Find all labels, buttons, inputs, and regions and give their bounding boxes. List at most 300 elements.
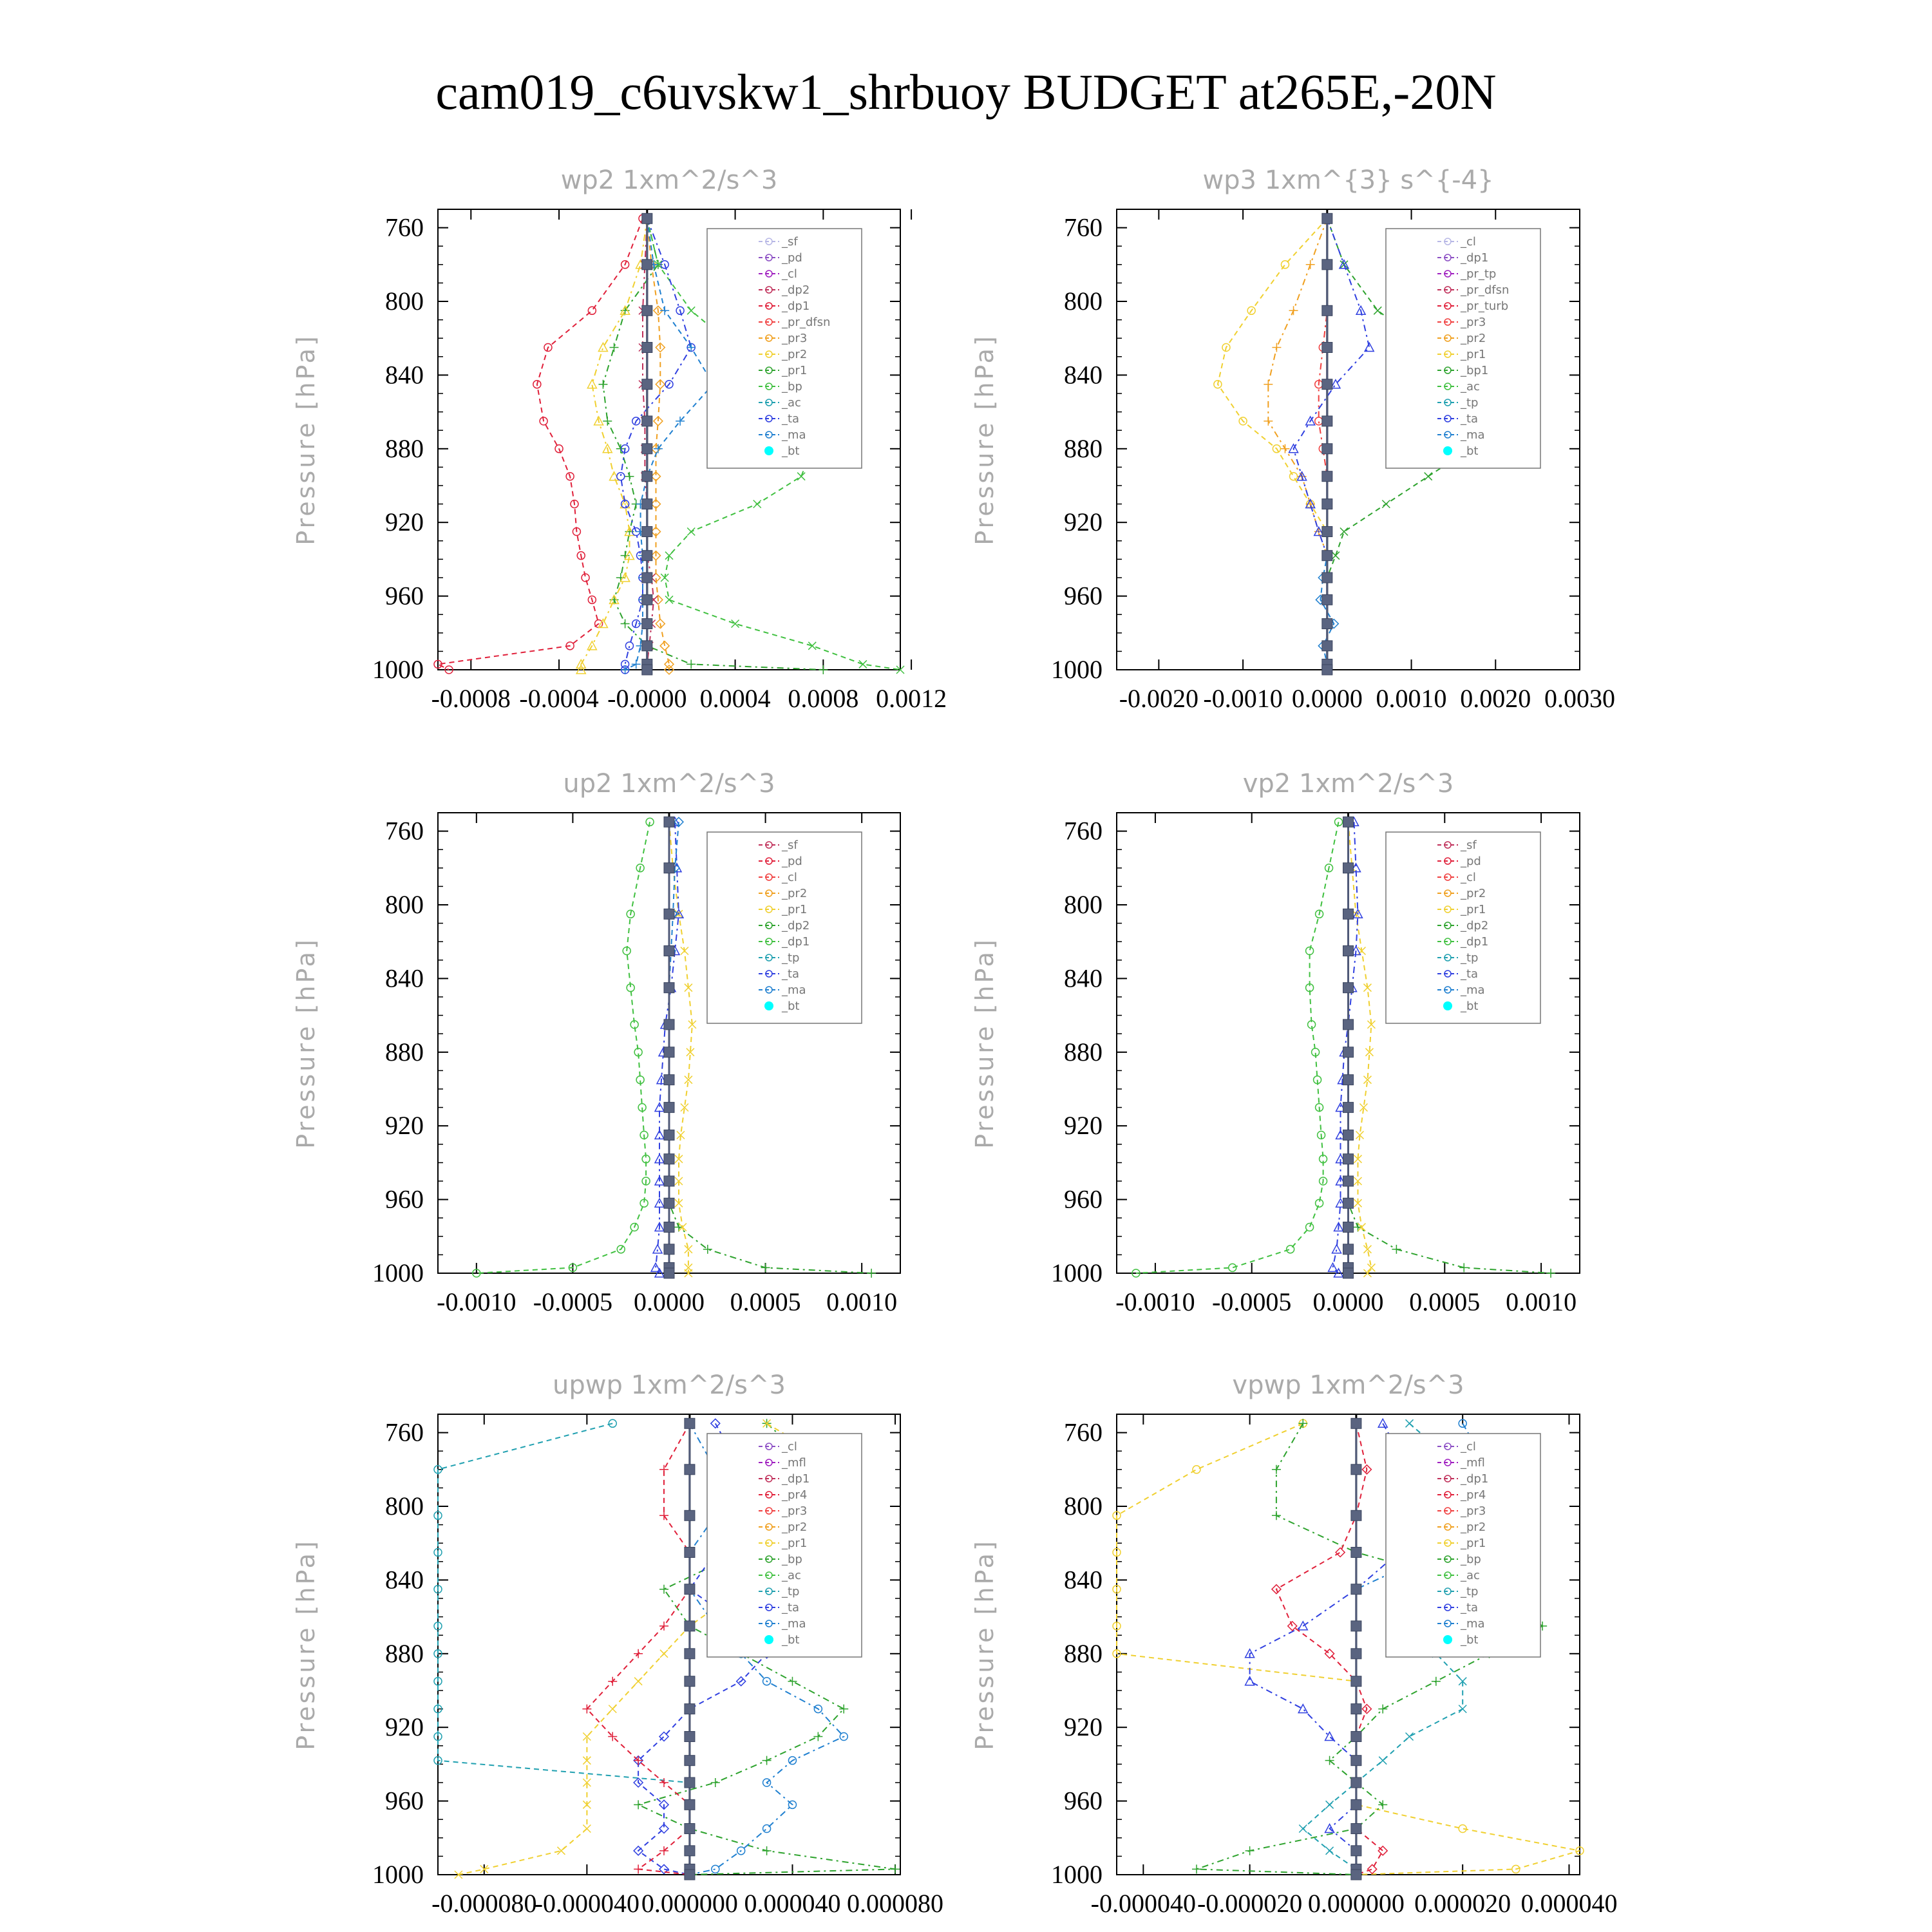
legend-label: _dp1	[782, 299, 810, 313]
legend-label: _pr1	[782, 364, 808, 377]
data-point	[1322, 573, 1332, 583]
data-point	[813, 1732, 822, 1741]
data-point	[1343, 1019, 1354, 1030]
legend-label: _sf	[1461, 838, 1477, 852]
x-tick-label: -0.0008	[431, 684, 511, 713]
y-tick-label: 840	[1064, 360, 1103, 390]
legend-label: _sf	[782, 838, 798, 852]
data-point	[642, 416, 652, 426]
data-point	[1378, 1419, 1387, 1427]
legend-label: _dp1	[782, 935, 810, 949]
data-point	[1353, 1223, 1362, 1232]
data-point	[659, 1511, 668, 1520]
panel-title: wp2 1xm^2/s^3	[560, 166, 778, 195]
data-point	[642, 594, 652, 605]
data-point	[1343, 1222, 1354, 1233]
data-point	[712, 1865, 719, 1873]
data-point	[664, 1075, 674, 1085]
data-point	[1287, 1245, 1294, 1253]
data-point	[1343, 817, 1354, 827]
data-point	[1245, 1846, 1255, 1855]
legend-label: _ac	[782, 396, 801, 410]
data-point	[1351, 1704, 1361, 1714]
y-tick-label: 920	[385, 1111, 424, 1141]
x-tick-label: 0.0005	[1409, 1287, 1481, 1316]
x-tick-label: 0.0005	[730, 1287, 801, 1316]
data-point	[642, 305, 652, 316]
data-point	[1351, 1756, 1361, 1766]
legend-label: _pr3	[782, 1504, 808, 1518]
data-point	[1343, 1047, 1354, 1057]
data-point	[664, 909, 674, 919]
panel-1	[971, 166, 1615, 713]
legend-label: _ta	[1461, 412, 1479, 426]
y-tick-label: 760	[1064, 816, 1103, 846]
y-tick-label: 840	[1064, 1565, 1103, 1595]
panel-3	[971, 769, 1580, 1316]
data-point	[1272, 343, 1281, 352]
legend-label: _cl	[782, 1440, 797, 1454]
x-tick-label: 0.0010	[1376, 684, 1447, 713]
y-tick-label: 960	[385, 581, 424, 611]
data-point	[1306, 500, 1315, 509]
data-point	[1332, 552, 1340, 560]
legend-label: _tp	[1461, 951, 1479, 965]
legend-label: _bt	[782, 999, 800, 1013]
legend-label: _pd	[782, 251, 802, 265]
legend-label: _tp	[782, 1585, 800, 1598]
data-point	[664, 817, 674, 827]
legend-label: _bp	[782, 380, 802, 393]
data-point	[664, 1222, 674, 1233]
data-point	[687, 343, 696, 352]
legend-label: _ac	[1461, 380, 1480, 393]
data-point	[634, 1864, 643, 1873]
x-tick-label: -0.0010	[1203, 684, 1283, 713]
data-point	[1322, 305, 1332, 316]
x-tick-label: -0.0020	[1119, 684, 1199, 713]
data-point	[660, 306, 669, 315]
x-tick-label: 0.000020	[1414, 1889, 1511, 1918]
legend-label: _pr2	[782, 1520, 808, 1534]
data-point	[664, 1019, 674, 1030]
data-point	[711, 1778, 720, 1787]
y-tick-label: 920	[1064, 1111, 1103, 1141]
data-point	[685, 1846, 695, 1856]
x-tick-label: -0.0005	[533, 1287, 613, 1316]
panel-0	[292, 166, 947, 713]
legend-label: _dp1	[782, 1472, 810, 1486]
data-point	[659, 1585, 668, 1594]
data-point	[1351, 1510, 1361, 1520]
data-point	[617, 473, 625, 480]
data-point	[632, 659, 641, 668]
legend-label: _mfl	[782, 1456, 806, 1470]
data-point	[642, 641, 652, 651]
data-point	[1322, 213, 1332, 223]
x-tick-label: 0.0030	[1544, 684, 1615, 713]
data-point	[1272, 1465, 1281, 1474]
y-tick-label: 920	[385, 507, 424, 537]
data-point	[1343, 983, 1354, 993]
series-line-tp	[438, 1423, 690, 1875]
data-point	[1343, 1198, 1354, 1208]
legend-label: _ma	[1461, 1617, 1485, 1631]
data-point	[1351, 1649, 1361, 1659]
data-point	[1340, 528, 1348, 536]
data-point	[685, 1799, 695, 1810]
x-tick-label: -0.0004	[519, 684, 599, 713]
data-point	[1406, 1733, 1414, 1741]
data-point	[642, 499, 652, 509]
data-point	[598, 343, 607, 352]
legend-swatch	[764, 1635, 773, 1644]
data-point	[1264, 417, 1273, 426]
x-tick-label: 0.000040	[1520, 1889, 1618, 1918]
y-tick-label: 1000	[1051, 1258, 1103, 1287]
x-tick-label: -0.0010	[1115, 1287, 1195, 1316]
data-point	[664, 1154, 674, 1164]
x-tick-label: 0.0010	[1506, 1287, 1577, 1316]
legend-label: _ac	[782, 1569, 801, 1582]
data-point	[598, 380, 607, 389]
data-point	[1343, 1154, 1354, 1164]
x-tick-label: 0.0000	[1291, 684, 1363, 713]
data-point	[634, 1678, 642, 1685]
y-tick-label: 1000	[372, 655, 424, 684]
data-point	[664, 1130, 674, 1141]
x-tick-label: 0.000000	[1307, 1889, 1405, 1918]
legend-swatch	[764, 446, 773, 455]
data-point	[685, 1824, 695, 1834]
legend	[707, 832, 862, 1023]
data-point	[685, 1870, 695, 1880]
y-tick-label: 800	[1064, 1492, 1103, 1520]
x-tick-label: -0.000020	[1197, 1889, 1303, 1918]
y-tick-label: 880	[385, 1638, 424, 1668]
y-tick-label: 880	[385, 1037, 424, 1066]
data-point	[1332, 1245, 1341, 1253]
data-point	[610, 343, 619, 352]
data-point	[1322, 379, 1332, 390]
legend	[1386, 1434, 1540, 1657]
data-point	[1432, 1677, 1441, 1686]
data-point	[1299, 1825, 1307, 1833]
data-point	[664, 863, 674, 873]
data-point	[659, 1465, 668, 1474]
data-point	[687, 307, 695, 314]
data-point	[1322, 551, 1332, 561]
data-point	[1351, 1548, 1361, 1558]
legend-label: _bt	[1461, 444, 1479, 458]
y-tick-label: 800	[385, 287, 424, 316]
data-point	[762, 1756, 772, 1765]
data-point	[1382, 500, 1390, 508]
legend-label: _dp2	[782, 919, 810, 933]
data-point	[1315, 417, 1323, 425]
legend-label: _dp1	[1461, 251, 1489, 265]
legend-label: _pr4	[782, 1488, 808, 1502]
series-line-dp1	[477, 822, 650, 1273]
y-tick-label: 880	[1064, 1037, 1103, 1066]
data-point	[664, 1198, 674, 1208]
y-tick-label: 840	[385, 963, 424, 993]
data-point	[1343, 1268, 1354, 1278]
legend-label: _bt	[1461, 999, 1479, 1013]
y-tick-label: 760	[1064, 213, 1103, 242]
data-point	[1192, 1864, 1201, 1873]
x-tick-label: -0.0005	[1212, 1287, 1292, 1316]
legend-label: _dp1	[1461, 935, 1489, 949]
legend-label: _mfl	[1461, 1456, 1485, 1470]
data-point	[642, 551, 652, 561]
data-point	[1336, 1548, 1345, 1557]
data-point	[603, 417, 612, 426]
data-point	[891, 1864, 900, 1873]
legend-label: _pr3	[1461, 1504, 1486, 1518]
data-point	[642, 471, 652, 482]
legend-label: _pr2	[782, 348, 808, 361]
data-point	[685, 1649, 695, 1659]
y-tick-label: 840	[385, 360, 424, 390]
data-point	[642, 619, 652, 629]
data-point	[1351, 1464, 1361, 1475]
data-point	[1351, 1799, 1361, 1810]
data-point	[610, 595, 619, 604]
y-axis-label: Pressure [hPa]	[971, 937, 999, 1149]
data-point	[1322, 444, 1332, 454]
data-point	[1290, 473, 1298, 480]
data-point	[1281, 261, 1289, 269]
data-point	[1306, 260, 1315, 269]
legend-swatch	[1443, 1635, 1452, 1644]
data-point	[753, 500, 761, 508]
legend-label: _pr_tp	[1461, 267, 1497, 281]
data-point	[1351, 1584, 1361, 1595]
y-tick-label: 1000	[372, 1860, 424, 1889]
data-point	[685, 1676, 695, 1687]
data-point	[642, 260, 652, 270]
x-tick-label: 0.0000	[634, 1287, 705, 1316]
y-tick-label: 800	[385, 890, 424, 919]
data-point	[625, 472, 634, 481]
data-point	[642, 527, 652, 537]
y-axis-label: Pressure [hPa]	[292, 937, 320, 1149]
x-tick-label: -0.000040	[534, 1889, 640, 1918]
data-point	[859, 660, 867, 668]
data-point	[621, 306, 630, 315]
legend-swatch	[1443, 446, 1452, 455]
y-tick-label: 760	[385, 1417, 424, 1447]
data-point	[1343, 863, 1354, 873]
legend	[707, 1434, 862, 1657]
legend-label: _cl	[782, 871, 797, 884]
x-tick-label: 0.0008	[788, 684, 859, 713]
data-point	[660, 1650, 668, 1658]
legend-label: _ta	[782, 412, 800, 426]
x-tick-label: 0.0000	[1312, 1287, 1384, 1316]
data-point	[1280, 444, 1289, 453]
x-tick-label: -0.0010	[437, 1287, 516, 1316]
legend-label: _ma	[1461, 428, 1485, 442]
panel-4	[292, 1370, 943, 1918]
data-point	[1322, 665, 1332, 675]
data-point	[797, 473, 805, 480]
y-tick-label: 840	[385, 1565, 424, 1595]
data-point	[609, 1419, 616, 1427]
data-point	[1322, 471, 1332, 482]
data-point	[588, 307, 596, 314]
data-point	[1272, 1511, 1281, 1520]
legend-label: _ac	[1461, 1569, 1480, 1582]
legend-label: _pr1	[782, 903, 808, 916]
legend-label: _pd	[1461, 855, 1481, 868]
data-point	[1289, 306, 1298, 315]
legend-label: _pr2	[1461, 887, 1486, 900]
data-point	[685, 1464, 695, 1475]
y-tick-label: 880	[1064, 1638, 1103, 1668]
legend-label: _cl	[1461, 1440, 1476, 1454]
data-point	[664, 1176, 674, 1186]
data-point	[1326, 1847, 1334, 1855]
data-point	[1245, 1677, 1255, 1685]
data-point	[665, 596, 673, 603]
x-tick-label: 0.000080	[847, 1889, 944, 1918]
legend-label: _tp	[1461, 396, 1479, 410]
legend-label: _cl	[1461, 871, 1476, 884]
legend-label: _pr2	[782, 887, 808, 900]
data-point	[685, 1732, 695, 1742]
data-point	[1368, 1864, 1377, 1873]
legend-label: _pr1	[782, 1537, 808, 1550]
data-point	[1343, 1103, 1354, 1113]
data-point	[867, 1269, 876, 1278]
data-point	[1459, 1263, 1468, 1272]
series-line-dp1	[1136, 822, 1339, 1273]
data-point	[1322, 343, 1332, 353]
y-tick-label: 960	[385, 1786, 424, 1815]
data-point	[1406, 1419, 1414, 1427]
legend-label: _bp1	[1461, 364, 1489, 377]
data-point	[642, 573, 652, 583]
data-point	[1546, 1269, 1555, 1278]
data-point	[1322, 416, 1332, 426]
panel-title: upwp 1xm^2/s^3	[553, 1370, 786, 1400]
data-point	[1351, 1824, 1361, 1834]
data-point	[1298, 1419, 1307, 1428]
y-tick-label: 1000	[1051, 655, 1103, 684]
data-point	[664, 983, 674, 993]
legend	[707, 229, 862, 468]
legend-label: _pd	[782, 855, 802, 868]
y-tick-label: 1000	[372, 1258, 424, 1287]
data-point	[1425, 473, 1432, 480]
y-tick-label: 880	[385, 433, 424, 463]
data-point	[685, 1621, 695, 1631]
y-tick-label: 960	[1064, 1786, 1103, 1815]
data-point	[1264, 380, 1273, 389]
data-point	[788, 1677, 797, 1686]
legend-label: _ta	[1461, 1601, 1479, 1615]
data-point	[685, 1418, 695, 1428]
series-line-ma	[625, 218, 714, 670]
legend-label: _pr1	[1461, 348, 1486, 361]
data-point	[634, 1800, 643, 1809]
data-point	[642, 213, 652, 223]
y-tick-label: 760	[1064, 1417, 1103, 1447]
data-point	[1459, 1705, 1466, 1713]
x-tick-label: -0.000080	[431, 1889, 537, 1918]
data-point	[608, 1677, 617, 1686]
legend-label: _tp	[1461, 1585, 1479, 1598]
data-point	[642, 444, 652, 454]
panel-5	[971, 1370, 1617, 1918]
x-tick-label: 0.000000	[641, 1889, 738, 1918]
legend-label: _ta	[782, 1601, 800, 1615]
data-point	[1351, 1732, 1361, 1742]
data-point	[808, 642, 816, 650]
data-point	[1374, 307, 1381, 314]
x-tick-label: -0.0000	[607, 684, 687, 713]
y-tick-label: 880	[1064, 433, 1103, 463]
x-tick-label: 0.0004	[699, 684, 771, 713]
legend-label: _pr2	[1461, 332, 1486, 345]
data-point	[664, 1103, 674, 1113]
data-point	[664, 946, 674, 956]
legend-label: _ta	[1461, 967, 1479, 981]
y-tick-label: 960	[1064, 1184, 1103, 1214]
data-point	[655, 1103, 664, 1112]
data-point	[685, 1510, 695, 1520]
y-tick-label: 1000	[1051, 1860, 1103, 1889]
x-tick-label: 0.000040	[744, 1889, 841, 1918]
data-point	[1322, 499, 1332, 509]
x-tick-label: 0.0010	[826, 1287, 898, 1316]
y-tick-label: 920	[1064, 507, 1103, 537]
data-point	[1343, 1244, 1354, 1255]
legend-label: _pr2	[1461, 1520, 1486, 1534]
data-point	[1322, 619, 1332, 629]
data-point	[1351, 1870, 1361, 1880]
data-point	[583, 1825, 591, 1833]
legend-label: _pr_dfsn	[1461, 283, 1510, 297]
panel-title: up2 1xm^2/s^3	[563, 769, 775, 799]
legend-label: _ma	[1461, 983, 1485, 997]
legend-label: _bt	[1461, 1633, 1479, 1647]
data-point	[1351, 1676, 1361, 1687]
data-point	[664, 1047, 674, 1057]
data-point	[819, 665, 828, 674]
data-point	[1343, 909, 1354, 919]
data-point	[1343, 1176, 1354, 1186]
data-point	[1322, 260, 1332, 270]
panel-title: vp2 1xm^2/s^3	[1242, 769, 1454, 799]
data-point	[1379, 1757, 1387, 1765]
main-title: cam019_c6uvskw1_shrbuoy BUDGET at265E,-20N	[435, 64, 1497, 120]
data-point	[687, 528, 695, 536]
legend-label: _pr_dfsn	[782, 316, 831, 329]
data-point	[762, 1846, 772, 1855]
legend-label: _bp	[782, 1553, 802, 1566]
data-point	[664, 1268, 674, 1278]
legend-label: _dp2	[782, 283, 810, 297]
data-point	[664, 1244, 674, 1255]
y-tick-label: 800	[385, 1492, 424, 1520]
y-tick-label: 800	[1064, 890, 1103, 919]
data-point	[1322, 594, 1332, 605]
data-point	[763, 1825, 771, 1833]
legend-label: _cl	[782, 267, 797, 281]
